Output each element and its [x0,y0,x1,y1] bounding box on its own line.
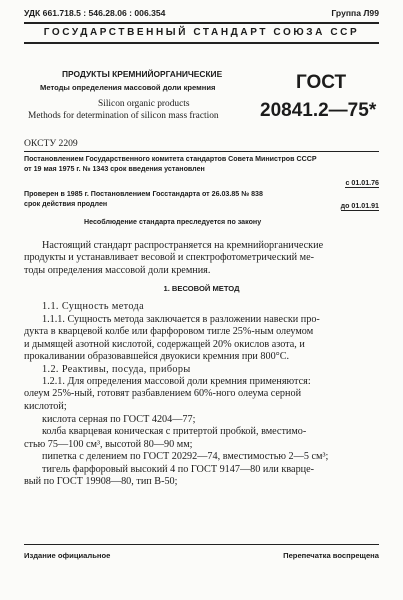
document-subtitle-ru: Методы определения массовой доли кремния [40,83,216,92]
text-line: и дымящей азотной кислотой, содержащей 20% окислов азота, и [24,338,305,350]
udk-code: УДК 661.718.5 : 546.28.06 : 006.354 [24,8,166,18]
document-subtitle-en: Methods for determination of silicon mass fraction [28,111,219,121]
decree-rule [24,151,379,152]
text-line: прокаливании образовавшейся двуокиси кремния при 800°С. [24,351,290,363]
document-title-ru: ПРОДУКТЫ КРЕМНИЙОРГАНИЧЕСКИЕ [62,69,223,79]
list-item: пипетка с делением по ГОСТ 20292—74, вместимостью 2—5 см³; [42,451,329,463]
extended-date: до 01.01.91 [340,202,379,210]
subsection-1-1-text [24,314,380,364]
introduction-date: с 01.01.76 [345,179,379,187]
check-line-2: срок действия продлен [24,200,108,208]
subsection-1-1-heading: 1.1. Сущность метода [42,301,145,312]
footer-rule [24,544,379,545]
list-item: кислота серная по ГОСТ 4204—77; [42,414,196,425]
text-line: Настоящий стандарт распространяется на кремнийорганические [42,240,324,251]
gost-number: 20841.2—75* [260,100,377,121]
official-edition-label: Издание официальное [24,551,111,560]
section-heading: 1. ВЕСОВОЙ МЕТОД [163,284,240,293]
gost-label: ГОСТ [296,72,347,93]
text-line: олеум 25%-ный, готовят разбавлением 60%-ного олеума серной [24,388,302,400]
okstu-code: ОКСТУ 2209 [24,138,78,149]
list-item: колба кварцевая коническая с притертой пробкой, вместимо- [42,426,307,438]
text-line: кислотой; [24,400,67,412]
text-line: 1.2.1. Для определения массовой доли кремния применяются: [42,376,311,387]
text-line: продукты и устанавливает весовой и спектрофотометрический ме- [24,252,314,264]
group-code: Группа Л99 [331,8,379,18]
subsection-1-2-heading: 1.2. Реактивы, посуда, приборы [42,364,191,375]
subsection-1-2-text [24,376,380,413]
reprint-prohibited-label: Перепечатка воспрещена [283,551,379,560]
check-line-1: Проверен в 1985 г. Постановлением Госстандарта от 26.03.85 № 838 [24,190,263,198]
list-item-continued: стью 75—100 см³, высотой 80—90 мм; [24,438,193,450]
intro-paragraph [24,240,380,277]
list-item: тигель фарфоровый высокий 4 по ГОСТ 9147—80 или кварце- [42,463,315,475]
text-line: тоды определения массовой доли кремния. [24,264,211,276]
reagents-list [24,414,380,488]
decree-line-1: Постановлением Государственного комитета стандартов Совета Министров СССР [24,155,317,163]
list-item-continued: вый по ГОСТ 19908—80, тип В-50; [24,476,178,488]
text-line: дукта в кварцевой колбе или фарфоровом тигле 25%-ным олеумом [24,326,314,338]
text-line: 1.1.1. Сущность метода заключается в разложении навески про- [42,314,320,325]
legal-notice: Несоблюдение стандарта преследуется по закону [84,218,262,226]
decree-line-2: от 19 мая 1975 г. № 1343 срок введения установлен [24,165,205,173]
state-standard-title: ГОСУДАРСТВЕННЫЙ СТАНДАРТ СОЮЗА ССР [43,27,360,38]
header-rule [24,42,379,44]
document-title-en: Silicon organic products [98,99,190,109]
top-rule [24,22,379,24]
